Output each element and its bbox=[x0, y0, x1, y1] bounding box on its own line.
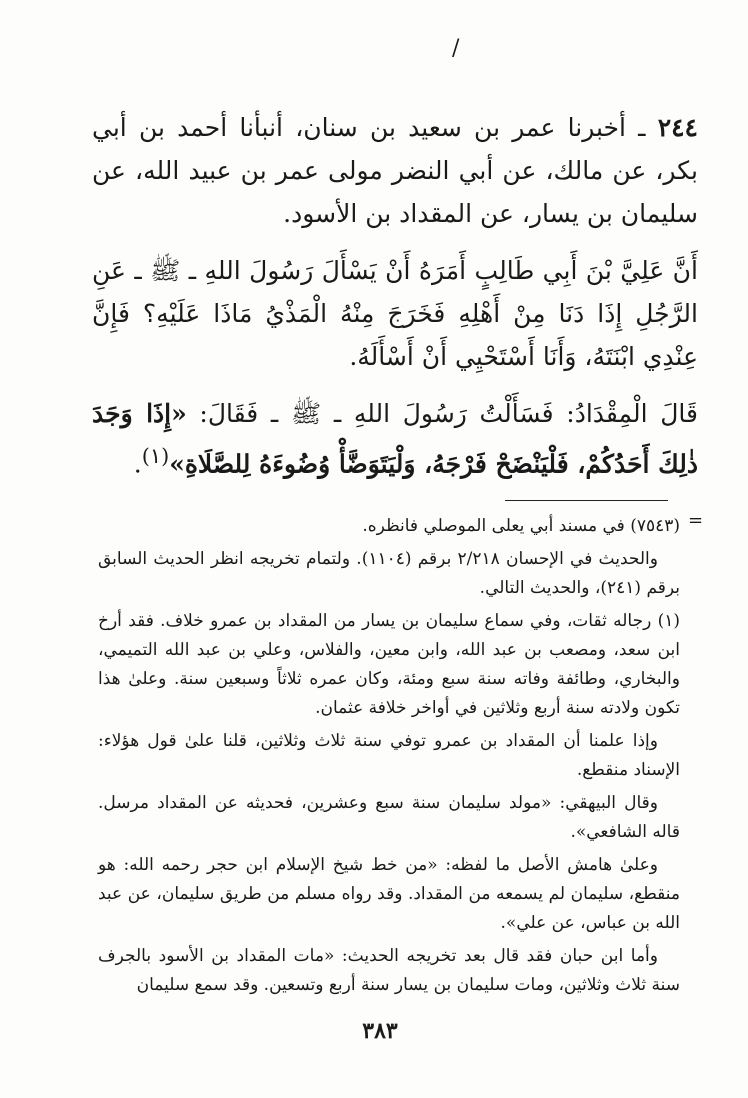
hadith-matn-2 bbox=[92, 392, 698, 485]
page-number: ٣٨٣ bbox=[362, 1018, 398, 1044]
footnotes bbox=[98, 512, 680, 1004]
hadith-number: ٢٤٤ bbox=[657, 113, 698, 142]
footnote-item: (١) رجاله ثقات، وفي سماع سليمان بن يسار من المقداد بن عمرو خلاف. فقد أرخ ابن سعد، ومصعب بن عبد الله، وابن معين، والفلاس، وعلي بن عبد الله التميمي، والبخاري، وطائفة وفاته سنة سبع ومئة، وكان عمره ثلاثاً وسبعين سنة. وعلىٰ هذا تكون ولادته سنة أربع وثلاثين في أواخر خلافة عثمان. bbox=[98, 611, 680, 718]
matn-2-intro: قَالَ الْمِقْدَادُ: فَسَأَلْتُ رَسُولَ اللهِ ـ ﷺ ـ فَقَالَ: bbox=[186, 399, 698, 428]
prophet-saying: «إِذَا وَجَدَ ذٰلِكَ أَحَدُكُمْ، فَلْيَنْضَحْ فَرْجَهُ، وَلْيَتَوَضَّأْ وُضُوءَهُ لِلصَّلَاةِ» bbox=[92, 399, 698, 479]
footnote-item: والحديث في الإحسان ٢/٢١٨ برقم (١١٠٤). ولتمام تخريجه انظر الحديث السابق برقم (٢٤١)، والحديث التالي. bbox=[98, 549, 680, 598]
top-mark: / bbox=[452, 36, 460, 61]
footnote-item: وإذا علمنا أن المقداد بن عمرو توفي سنة ثلاث وثلاثين، قلنا علىٰ قول هؤلاء: الإسناد منقطع. bbox=[98, 731, 680, 780]
footnote-divider bbox=[505, 500, 668, 501]
continuation-mark: = bbox=[688, 510, 704, 531]
footnote-reference: (١) bbox=[141, 444, 170, 468]
footnote-item: وأما ابن حبان فقد قال بعد تخريجه الحديث: «مات المقداد بن الأسود بالجرف سنة ثلاث وثلاثين، ومات سليمان بن يسار سنة أربع وتسعين. وقد سمع سليمان bbox=[98, 946, 680, 995]
hadith-text bbox=[92, 106, 698, 499]
footnote-item: (٧٥٤٣) في مسند أبي يعلى الموصلي فانظره. bbox=[362, 516, 680, 536]
matn-2-end: . bbox=[133, 449, 142, 479]
footnote-item: وقال البيهقي: «مولد سليمان سنة سبع وعشرين، فحديثه عن المقداد مرسل. قاله الشافعي». bbox=[98, 793, 680, 842]
hadith-matn-1: أَنَّ عَلِيَّ بْنَ أَبِي طَالِبٍ أَمَرَهُ أَنْ يَسْأَلَ رَسُولَ اللهِ ـ ﷺ ـ عَنِ الرَّجُلِ إِذَا دَنَا مِنْ أَهْلِهِ فَخَرَجَ مِنْهُ الْمَذْيُ مَاذَا عَلَيْهِ؟ فَإِنَّ عِنْدِي ابْنَتَهُ، وَأَنَا أَسْتَحْيِي أَنْ أَسْأَلَهُ. bbox=[92, 256, 698, 371]
footnote-item: وعلىٰ هامش الأصل ما لفظه: «من خط شيخ الإسلام ابن حجر رحمه الله: هو منقطع، سليمان لم يسمعه من المقداد. وقد رواه مسلم من طريق سليمان، عن عبد الله بن عباس، عن علي». bbox=[98, 855, 680, 933]
isnad-text: ـ أخبرنا عمر بن سعيد بن سنان، أنبأنا أحمد بن أبي بكر، عن مالك، عن أبي النضر مولى عمر بن عبيد الله، عن سليمان بن يسار، عن المقداد بن الأسود. bbox=[92, 113, 698, 228]
hadith-isnad bbox=[92, 106, 698, 235]
